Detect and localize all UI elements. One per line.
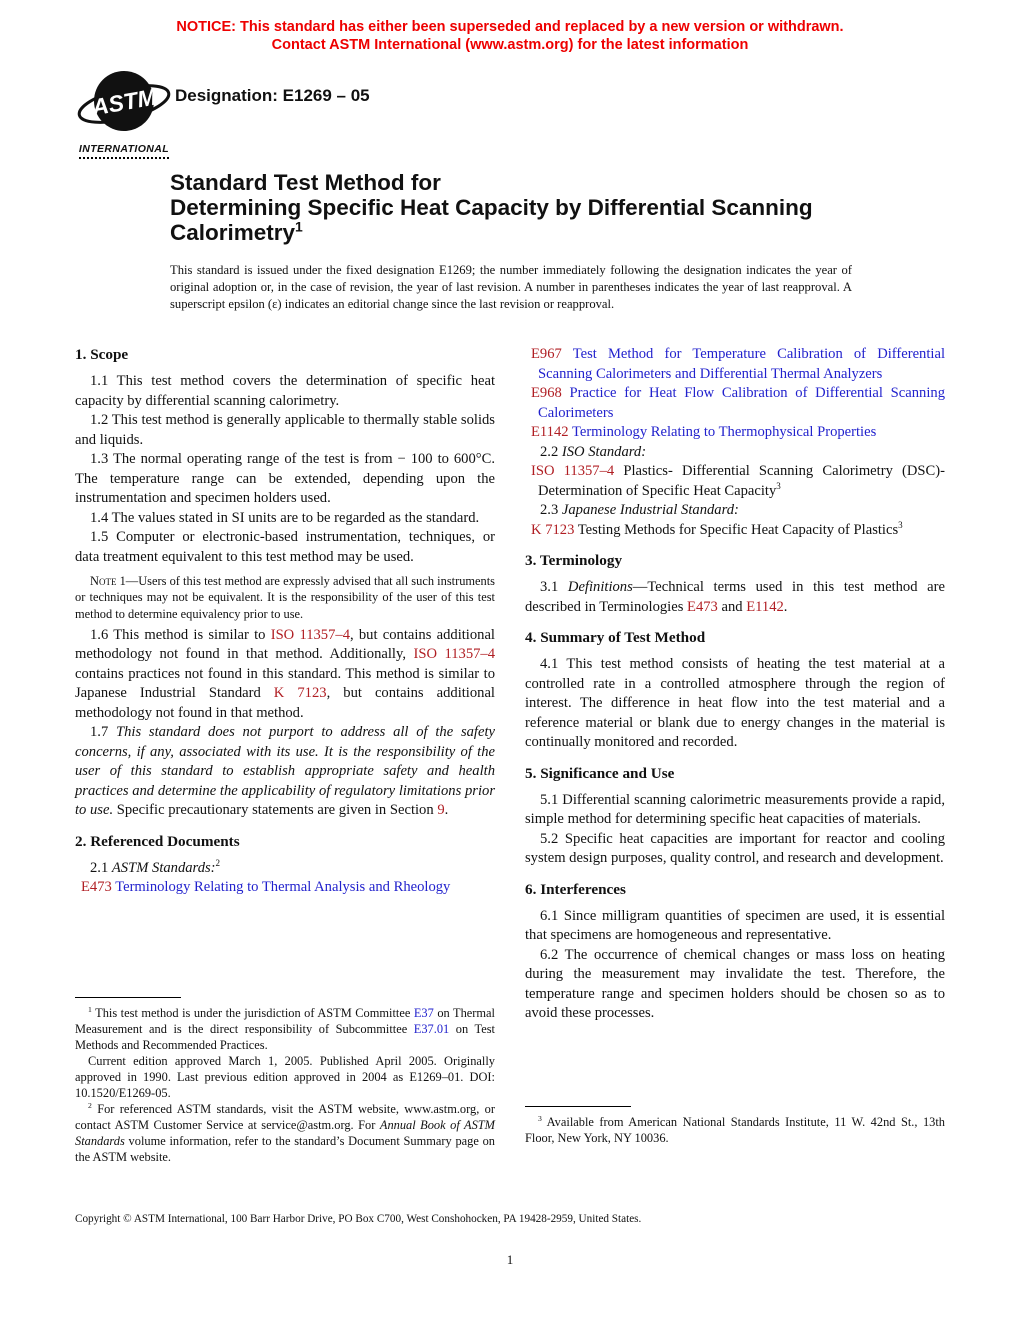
note-paragraph <box>75 573 495 622</box>
issue-statement: This standard is issued under the fixed designation E1269; the number immediately following the designation indicates the year of original adoption or, in the case of revision, the year of last revision. A number in parentheses indicates the year of last reapproval. A superscript epsilon (ε) indicates an editorial change since the last revision or reapproval. <box>170 263 852 311</box>
paragraph <box>75 450 495 509</box>
text-run: This test method is under the jurisdiction of ASTM Committee <box>91 1006 414 1020</box>
text-run: 2.3 <box>540 502 562 518</box>
text-run: Testing Methods for Specific Heat Capacity of Plastics <box>574 521 899 538</box>
footnote <box>75 1053 495 1101</box>
text-run: Japanese Industrial Standard: <box>561 502 739 518</box>
text-run: 1.4 The values stated in SI units are to be regarded as the standard. <box>90 509 480 526</box>
text-run: 6.2 The occurrence of chemical changes or mass loss on heating during the measurement may invalidate the test. Therefore, the temperature range and specimen holders should be chosen so as to avoid these processes. <box>525 946 945 1021</box>
logo-subtitle: INTERNATIONAL <box>79 143 169 159</box>
paragraph <box>75 723 495 821</box>
reference-item <box>525 462 945 501</box>
footnote <box>525 1114 945 1146</box>
text-run: ASTM Standards: <box>111 859 216 876</box>
paragraph <box>75 528 495 567</box>
text-run: Note <box>90 574 117 588</box>
text-run: This standard does not purport to address all of the safety concerns, if any, associated with its use. It is the responsibility of the user of this standard to establish appropriate safety and health practices and determine the applicability of regulatory limitations prior to use. <box>75 724 495 819</box>
standard-link[interactable]: K 7123 <box>273 685 327 702</box>
text-run <box>562 385 570 401</box>
astm-logo <box>74 68 174 159</box>
text-run: and <box>717 598 747 615</box>
notice-banner <box>0 19 1020 54</box>
designation: Designation: E1269 – 05 <box>175 86 370 105</box>
paragraph <box>75 626 495 724</box>
paragraph <box>525 946 945 1024</box>
standard-link[interactable]: E1142 <box>531 424 569 440</box>
logo-acronym: ASTM <box>89 83 159 121</box>
paragraph <box>525 830 945 869</box>
text-run: on Thermal Measurement and is the direct responsibility of Subcommittee <box>75 1006 495 1036</box>
reference-item <box>525 521 945 541</box>
standard-link[interactable]: ISO 11357–4 <box>413 646 496 663</box>
text-run: 5.1 Differential scanning calorimetric measurements provide a rapid, simple method for determining specific heat capacities of materials. <box>525 791 945 827</box>
notice-line-2: Contact ASTM International (www.astm.org) for the latest information <box>271 36 749 53</box>
paragraph <box>525 791 945 830</box>
footnote-rule <box>525 1106 631 1107</box>
text-run: 2.1 <box>90 859 112 876</box>
text-run: 3 <box>898 519 903 530</box>
page-number: 1 <box>506 1252 514 1267</box>
footnote <box>75 1101 495 1165</box>
right-column <box>525 345 945 1024</box>
copyright-line: Copyright © ASTM International, 100 Barr Harbor Drive, PO Box C700, West Conshohocken, PA 19428-2959, United States. <box>75 1213 642 1225</box>
standard-link[interactable]: E37 <box>413 1006 434 1020</box>
text-run: 1.2 This test method is generally applicable to thermally stable solids and liquids. <box>75 412 495 448</box>
standard-link[interactable]: Terminology Relating to Thermophysical Properties <box>571 424 877 440</box>
text-run: Determining Specific Heat Capacity by Differential Scanning <box>170 195 813 220</box>
standard-link[interactable]: K 7123 <box>531 521 575 538</box>
text-run: volume information, refer to the standard’s Document Summary page on the ASTM website. <box>75 1134 495 1164</box>
standard-link[interactable]: Practice for Heat Flow Calibration of Differential Scanning Calorimeters <box>538 385 945 421</box>
standard-link[interactable]: E1142 <box>746 598 784 615</box>
right-footnotes <box>525 1106 945 1146</box>
text-run: 2.2 <box>540 443 562 460</box>
standard-link[interactable]: E473 <box>81 879 112 896</box>
title-line <box>170 170 813 195</box>
text-run: . <box>783 598 788 615</box>
text-run: 2 <box>88 1100 92 1110</box>
paragraph <box>525 655 945 753</box>
left-column <box>75 345 495 898</box>
text-run: 6.1 Since milligram quantities of specimen are used, it is essential that specimens are homogeneous and representative. <box>525 907 945 943</box>
reference-item <box>525 345 945 384</box>
text-run: Specific precautionary statements are given in Section <box>113 802 438 819</box>
footnote <box>75 1005 495 1053</box>
paragraph <box>75 859 495 879</box>
text-run: , but contains additional methodology not found in that method. <box>75 685 495 721</box>
paragraph <box>525 578 945 617</box>
standard-link[interactable]: 9 <box>437 802 445 819</box>
text-run: 1.1 This test method covers the determination of specific heat capacity by differential scanning calorimetry. <box>75 373 495 409</box>
reference-item <box>525 384 945 423</box>
section-heading: 1. Scope <box>75 346 129 363</box>
footnote-rule <box>75 997 181 998</box>
text-run: 3.1 <box>540 579 568 595</box>
text-run: 1.5 Computer or electronic-based instrumentation, techniques, or data treatment equivalent to this test method may be used. <box>75 529 495 565</box>
section-heading: 2. Referenced Documents <box>75 832 240 850</box>
standard-link[interactable]: ISO 11357–4 <box>270 626 350 643</box>
paragraph <box>525 501 945 521</box>
standard-link[interactable]: Terminology Relating to Thermal Analysis and Rheology <box>115 879 451 896</box>
reference-item <box>525 423 945 443</box>
standard-link[interactable]: ISO 11357–4 <box>531 463 615 479</box>
standard-link[interactable]: E967 <box>531 346 562 362</box>
text-run: Definitions <box>567 579 633 595</box>
paragraph <box>75 411 495 450</box>
text-run: on Test Methods and Recommended Practices. <box>75 1022 495 1052</box>
text-run: ISO Standard: <box>561 443 647 460</box>
text-run: For referenced ASTM standards, visit the ASTM website, www.astm.org, or contact ASTM Customer Service at service@astm.org. For <box>75 1102 495 1132</box>
text-run: 1.7 <box>90 724 117 741</box>
paragraph <box>75 509 495 529</box>
document-title <box>170 170 813 245</box>
section-heading: 5. Significance and Use <box>525 764 675 782</box>
standard-link[interactable]: E968 <box>531 385 562 401</box>
text-run: Available from American National Standards Institute, 11 W. 42nd St., 13th Floor, New York, NY 10036. <box>525 1115 945 1145</box>
standard-link[interactable]: Test Method for Temperature Calibration of Differential Scanning Calorimeters and Differential Thermal Analyzers <box>538 346 945 382</box>
text-run: . <box>444 802 449 819</box>
text-run: 1.6 This method is similar to <box>90 626 271 643</box>
paragraph <box>525 907 945 946</box>
astm-globe-icon <box>76 68 172 134</box>
section-heading: 6. Interferences <box>525 880 626 898</box>
paragraph <box>75 372 495 411</box>
text-run: 1 <box>88 1004 92 1014</box>
reference-item <box>75 878 495 898</box>
left-footnotes <box>75 997 495 1165</box>
text-run: 5.2 Specific heat capacities are important for reactor and cooling system design purposes, quality control, and research and development. <box>525 830 945 866</box>
text-run: 3 <box>538 1113 542 1123</box>
title-line <box>170 195 813 220</box>
text-run: 1.3 The normal operating range of the test is from − 100 to 600°C. The temperature range can be extended, depending upon the instrumentation and specimen holders used. <box>75 451 495 506</box>
notice-line-1: NOTICE: This standard has either been superseded and replaced by a new version or withdrawn. <box>176 19 844 35</box>
standard-link[interactable]: E473 <box>687 598 718 615</box>
text-run: Standard Test Method for <box>170 170 441 195</box>
text-run <box>562 346 573 362</box>
text-run: Calorimetry <box>170 220 296 245</box>
text-run: , but contains additional methodology not found in that method. Additionally, <box>75 626 495 663</box>
text-run: 1—Users of this test method are expressly advised that all such instruments or techniques may not be equivalent. It is the responsibility of the user of this test method to determine equivalency prior to use. <box>75 574 495 621</box>
text-run: 3 <box>776 480 781 491</box>
text-run: 1 <box>295 218 303 235</box>
section-heading: 3. Terminology <box>525 552 623 569</box>
standard-link[interactable]: E37.01 <box>413 1022 450 1036</box>
text-run: contains practices not found in this standard. This method is similar to Japanese Industrial Standard <box>75 665 495 702</box>
title-line <box>170 220 813 245</box>
text-run: —Technical terms used in this test method are described in Terminologies <box>525 579 945 615</box>
text-run: Annual Book of ASTM Standards <box>75 1118 496 1148</box>
text-run: Current edition approved March 1, 2005. Published April 2005. Originally approved in 1990. Last previous edition approved in 2004 as E1269–01. DOI: 10.1520/E1269-05. <box>75 1054 495 1100</box>
text-run: 4.1 This test method consists of heating the test material at a controlled rate in a controlled atmosphere through the region of interest. The difference in heat flow into the test material and a reference material or blank due to energy changes in the material is continually monitored and recorded. <box>525 656 945 750</box>
text-run: 2 <box>215 858 221 869</box>
text-run: Plastics- Differential Scanning Calorimetry (DSC)- Determination of Specific Heat Capacity <box>538 463 945 499</box>
paragraph <box>525 443 945 463</box>
section-heading: 4. Summary of Test Method <box>525 629 706 646</box>
